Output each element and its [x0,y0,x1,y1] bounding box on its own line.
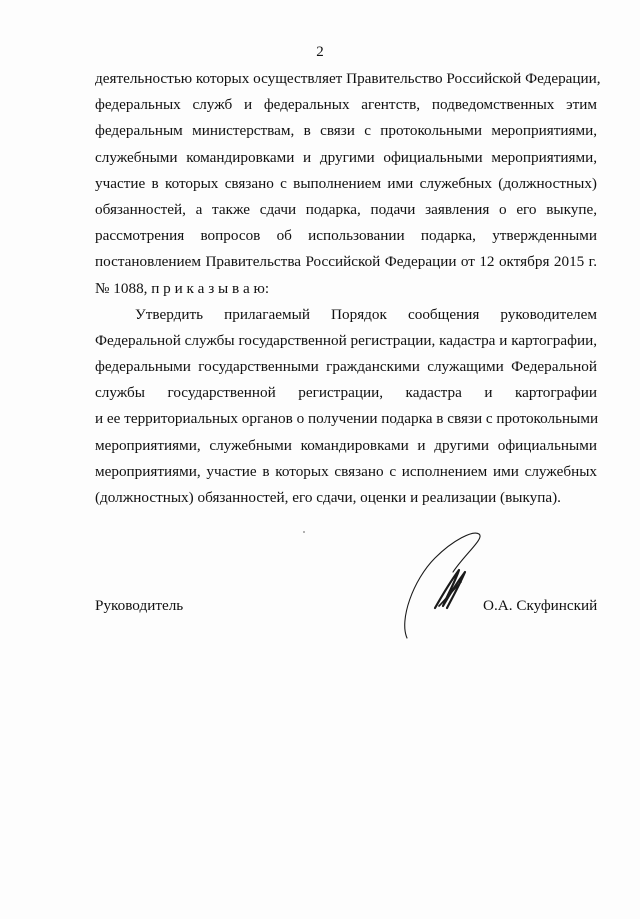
paragraph-line: обязанностей, а также сдачи подарка, подачи заявления о его выкупе, [95,200,597,218]
paragraph-line: федеральных служб и федеральных агентств, подведомственных этим [95,96,597,114]
paragraph-line: службы государственной регистрации, кадастра и картографии [95,384,597,402]
paragraph-line: постановлением Правительства Российской Федерации от 12 октября 2015 г. [95,253,597,271]
paragraph-line: Утвердить прилагаемый Порядок сообщения руководителем [135,305,597,323]
paragraph-line: служебными командировками и другими официальными мероприятиями, [95,148,597,166]
paragraph-line: деятельностью которых осуществляет Правительство Российской Федерации, [95,70,601,87]
paragraph-line: Федеральной службы государственной регистрации, кадастра и картографии, [95,331,597,349]
document-body [95,66,601,511]
handwritten-signature [395,520,495,645]
scan-speck [303,531,305,533]
paragraph-line: федеральным министерствам, в связи с протокольными мероприятиями, [95,122,597,140]
signatory-name: О.А. Скуфинский [483,597,598,614]
paragraph-line: федеральными государственными гражданскими служащими Федеральной [95,358,597,376]
paragraph-line: рассмотрения вопросов об использовании подарка, утвержденными [95,227,597,245]
paragraph-line: мероприятиями, участие в которых связано с исполнением ими служебных [95,462,597,480]
paragraph-line: мероприятиями, служебными командировками и другими официальными [95,436,597,454]
page-number: 2 [316,44,324,60]
paragraph-line: (должностных) обязанностей, его сдачи, оценки и реализации (выкупа). [95,489,561,506]
paragraph-line: участие в которых связано с выполнением ими служебных (должностных) [95,174,597,192]
paragraph-line: № 1088, п р и к а з ы в а ю: [95,279,270,297]
signatory-title: Руководитель [95,597,184,614]
paragraph-line: и ее территориальных органов о получении подарка в связи с протокольными [95,410,599,428]
